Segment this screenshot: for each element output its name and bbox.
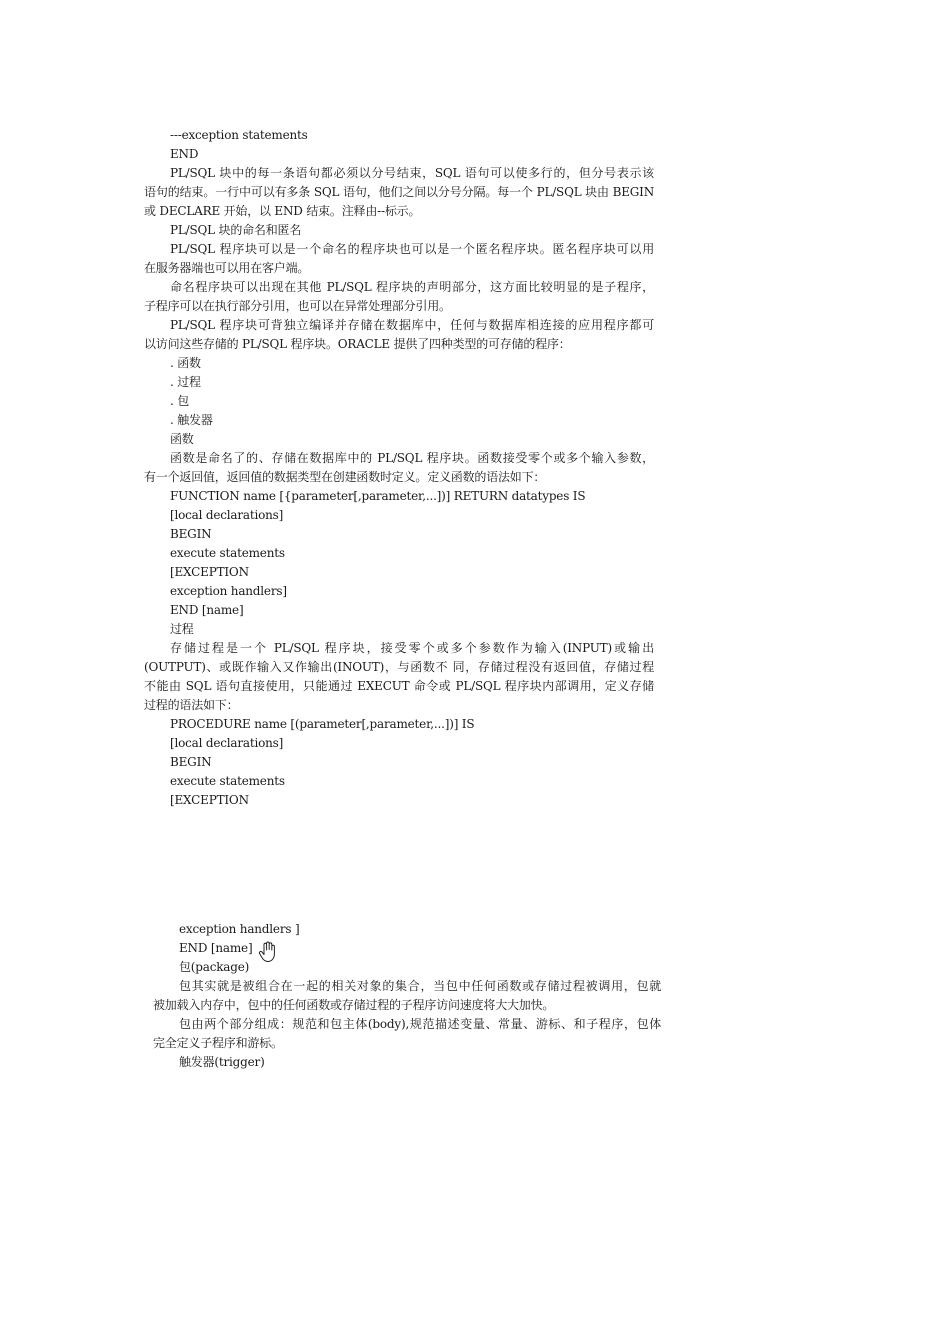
text-line: execute statements [170, 774, 285, 788]
text-line: . 包 [170, 394, 190, 408]
text-line: END [name] [179, 941, 253, 955]
text-line: END [170, 147, 199, 161]
text-line: 函数是命名了的、存储在数据库中的 PL/SQL 程序块。函数接受零个或多个输入参数， [170, 451, 654, 465]
text-line: PL/SQL 程序块可背独立编译并存储在数据库中，任何与数据库相连接的应用程序都可 [170, 318, 654, 332]
text-line: PL/SQL 程序块可以是一个命名的程序块也可以是一个匿名程序块。匿名程序块可以用 [170, 242, 654, 256]
text-line: ---exception statements [170, 128, 308, 142]
text-line: execute statements [170, 546, 285, 560]
text-line: . 函数 [170, 356, 201, 370]
text-line: . 过程 [170, 375, 201, 389]
text-line: 被加载入内存中，包中的任何函数或存储过程的子程序访问速度将大大加快。 [153, 998, 555, 1012]
text-line: PL/SQL 块中的每一条语句都必须以分号结束，SQL 语句可以使多行的，但分号表示该 [170, 166, 654, 180]
text-line: 过程 [170, 622, 194, 636]
text-line: END [name] [170, 603, 244, 617]
text-line: 在服务器端也可以用在客户端。 [144, 261, 310, 275]
text-line: PROCEDURE name [(parameter[,parameter,...])] IS [170, 717, 475, 731]
text-line: BEGIN [170, 755, 212, 769]
text-line: 或 DECLARE 开始，以 END 结束。注释由--标示。 [144, 204, 421, 218]
hand-cursor-icon [257, 941, 277, 963]
text-line: 存储过程是一个 PL/SQL 程序块，接受零个或多个参数作为输入(INPUT)或输出 [170, 641, 654, 655]
text-line: 不能由 SQL 语句直接使用，只能通过 EXECUT 命令或 PL/SQL 程序块内部调用，定义存储 [144, 679, 654, 693]
text-line: 完全定义子程序和游标。 [153, 1036, 283, 1050]
text-line: 包由两个部分组成：规范和包主体(body),规范描述变量、常量、游标、和子程序，包体 [179, 1017, 661, 1031]
text-line: [EXCEPTION [170, 793, 249, 807]
text-line: 语句的结束。一行中可以有多条 SQL 语句，他们之间以分号分隔。每一个 PL/SQL 块由 BEGIN [144, 185, 654, 199]
text-line: [local declarations] [170, 508, 284, 522]
text-line: [local declarations] [170, 736, 284, 750]
page-text-bottom [153, 920, 661, 1072]
text-line: 包(package) [179, 960, 250, 974]
text-line: BEGIN [170, 527, 212, 541]
text-line: 包其实就是被组合在一起的相关对象的集合，当包中任何函数或存储过程被调用，包就 [179, 979, 661, 993]
text-line: FUNCTION name [{parameter[,parameter,...])] RETURN datatypes IS [170, 489, 586, 503]
text-line: 过程的语法如下： [144, 698, 239, 712]
page-text-top [144, 126, 654, 810]
text-line: (OUTPUT)、或既作输入又作输出(INOUT)，与函数不 同，存储过程没有返回值，存储过程 [144, 660, 654, 674]
text-line: 函数 [170, 432, 194, 446]
text-line: exception handlers] [170, 584, 287, 598]
text-line: [EXCEPTION [170, 565, 249, 579]
text-line: 子程序可以在执行部分引用，也可以在异常处理部分引用。 [144, 299, 451, 313]
text-line: 有一个返回值，返回值的数据类型在创建函数时定义。定义函数的语法如下： [144, 470, 546, 484]
text-line: . 触发器 [170, 413, 213, 427]
text-line: 命名程序块可以出现在其他 PL/SQL 程序块的声明部分，这方面比较明显的是子程序， [170, 280, 654, 294]
text-line: 触发器(trigger) [179, 1055, 265, 1069]
text-line: PL/SQL 块的命名和匿名 [170, 223, 302, 237]
text-line: 以访问这些存储的 PL/SQL 程序块。ORACLE 提供了四种类型的可存储的程序： [144, 337, 571, 351]
text-line: exception handlers ] [179, 922, 300, 936]
